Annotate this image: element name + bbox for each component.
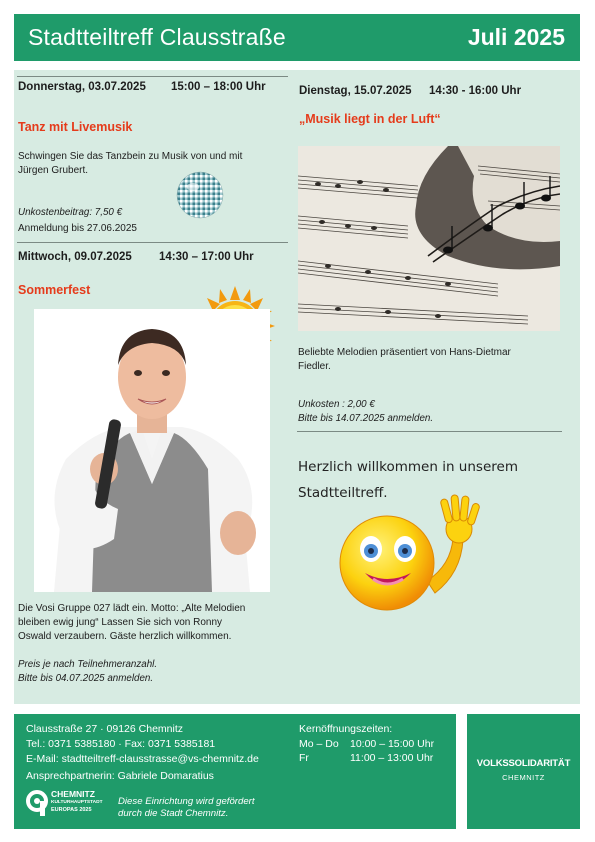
event3-time: 14:30 - 16:00 Uhr <box>429 85 522 97</box>
welcome-line: Herzlich willkommen in unserem <box>298 459 518 475</box>
hours-day: Fr <box>299 752 309 764</box>
singer-photo <box>34 309 270 592</box>
divider <box>17 76 288 77</box>
event1-desc-line: Schwingen Sie das Tanzbein zu Musik von und mit <box>18 151 243 162</box>
event1-registration: Anmeldung bis 27.06.2025 <box>18 223 137 234</box>
chemnitz-logo-sub: KULTURHAUPTSTADT <box>51 800 103 805</box>
page-title: Stadtteiltreff Clausstraße <box>28 24 286 50</box>
phone-fax: Tel.: 0371 5385180 · Fax: 0371 5385181 <box>26 738 216 750</box>
divider <box>17 242 288 243</box>
disco-ball-icon <box>175 170 225 220</box>
event1-date: Donnerstag, 03.07.2025 <box>18 81 146 93</box>
event2-title: Sommerfest <box>18 283 91 297</box>
event2-date: Mittwoch, 09.07.2025 <box>18 251 132 263</box>
event1-fee: Unkostenbeitrag: 7,50 € <box>18 207 123 218</box>
hours-title: Kernöffnungszeiten: <box>299 723 393 735</box>
event2-registration: Bitte bis 04.07.2025 anmelden. <box>18 673 154 684</box>
org-logo-box <box>467 714 580 829</box>
contact-person: Ansprechpartnerin: Gabriele Domaratius <box>26 770 214 782</box>
month-label: Juli 2025 <box>467 24 565 50</box>
event3-fee: Unkosten : 2,00 € <box>298 399 375 410</box>
org-logo-city: CHEMNITZ <box>502 773 545 782</box>
chemnitz-logo-sub: EUROPAS 2025 <box>51 807 92 813</box>
page-header <box>14 14 580 61</box>
divider <box>297 431 562 432</box>
event1-time: 15:00 – 18:00 Uhr <box>171 81 266 93</box>
chemnitz-logo-text: CHEMNITZ <box>51 789 95 799</box>
event2-desc-line: Die Vosi Gruppe 027 lädt ein. Motto: „Alte Melodien <box>18 603 246 614</box>
event1-title: Tanz mit Livemusik <box>18 120 133 134</box>
hours-time: 10:00 – 15:00 Uhr <box>350 738 435 750</box>
event1-desc-line: Jürgen Grubert. <box>18 165 89 176</box>
funding-line: Diese Einrichtung wird gefördert <box>118 796 255 807</box>
waving-smiley-icon <box>335 493 485 618</box>
event3-date: Dienstag, 15.07.2025 <box>299 85 412 97</box>
org-logo-name: VOLKSSOLIDARITÄT <box>476 758 571 769</box>
funding-note <box>118 796 255 820</box>
sheet-music-image <box>298 146 560 331</box>
event2-price: Preis je nach Teilnehmeranzahl. <box>18 659 158 670</box>
event3-title: „Musik liegt in der Luft“ <box>299 112 441 126</box>
event3-desc-line: Beliebte Melodien präsentiert von Hans-Dietmar <box>298 347 511 358</box>
event3-registration: Bitte bis 14.07.2025 anmelden. <box>298 413 434 424</box>
event2-time: 14:30 – 17:00 Uhr <box>159 251 254 263</box>
address: Clausstraße 27 · 09126 Chemnitz <box>26 723 183 735</box>
event3-description <box>298 346 511 374</box>
event2-desc-line: bleiben ewig jung“ Lassen Sie sich von Ronny <box>18 617 223 628</box>
hours-time: 11:00 – 13:00 Uhr <box>350 752 434 764</box>
event2-desc-line: Oswald verzaubern. Gäste herzlich willkommen. <box>18 631 232 642</box>
hours-day: Mo – Do <box>299 738 339 750</box>
footer-info <box>14 714 456 829</box>
event2-description <box>18 602 245 644</box>
welcome-line: Stadtteiltreff. <box>298 485 388 501</box>
event3-desc-line: Fiedler. <box>298 361 331 372</box>
chemnitz-logo-icon <box>26 790 48 818</box>
email[interactable]: E-Mail: stadtteiltreff-clausstrasse@vs-chemnitz.de <box>26 753 259 765</box>
funding-line: durch die Stadt Chemnitz. <box>118 808 229 819</box>
